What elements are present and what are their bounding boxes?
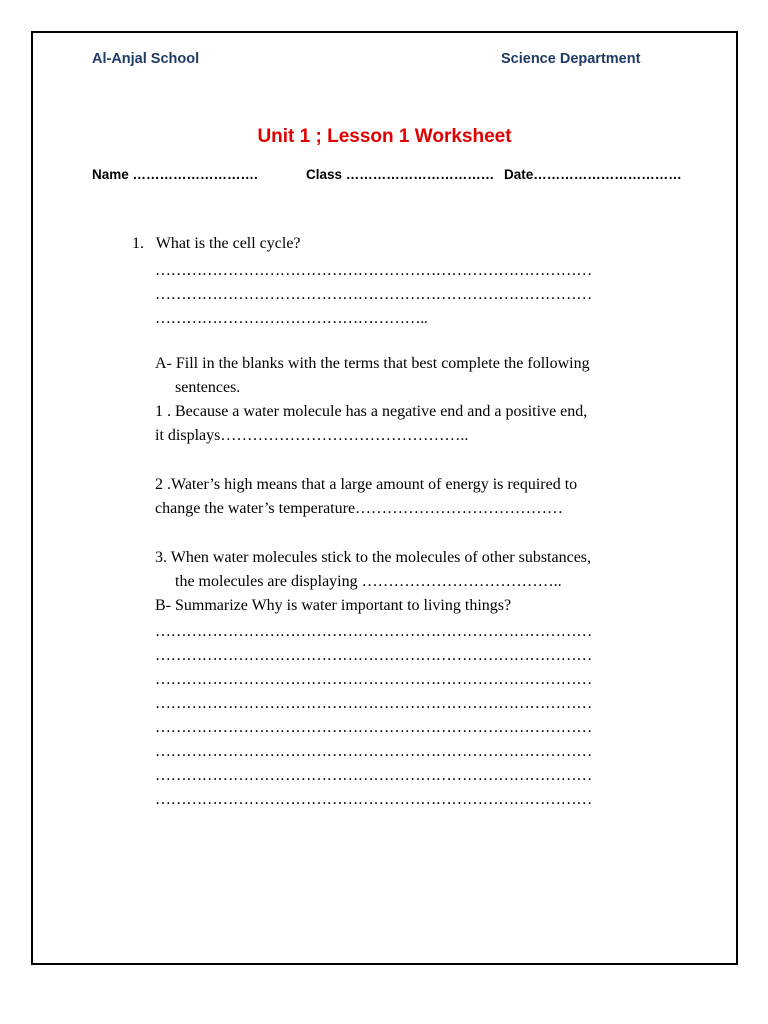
section-b-answer-line: ………………………………………………………………………… [155,671,592,688]
section-a-item-2-cont: change the water’s temperature………………………………… [155,500,564,517]
section-b-answer-line: ………………………………………………………………………… [155,695,592,712]
section-b-answer-line: ………………………………………………………………………… [155,743,592,760]
section-a-item-1-cont: it displays……………………………………….. [155,427,469,444]
section-a-item-3: 3. When water molecules stick to the molecules of other substances, [155,549,592,566]
question-1-text: What is the cell cycle? [155,235,301,252]
school-name: Al-Anjal School [92,51,200,67]
section-a-item-3-cont: the molecules are displaying ……………………………….. [175,573,562,590]
section-a-item-2: 2 .Water’s high means that a large amount of energy is required to [155,476,578,493]
worksheet-title: Unit 1 ; Lesson 1 Worksheet [257,126,512,147]
section-a-heading: A- Fill in the blanks with the terms that best complete the following [155,355,590,372]
section-a-item-1: 1 . Because a water molecule has a negative end and a positive end, [155,403,588,420]
department-name: Science Department [501,51,641,67]
section-b-heading: B- Summarize Why is water important to living things? [155,597,512,614]
section-b-answer-line: ………………………………………………………………………… [155,719,592,736]
question-1-answer-line: ………………………………………………………………………… [155,286,592,303]
section-b-answer-line: ………………………………………………………………………… [155,647,592,664]
name-field: Name ………………………. [92,167,258,182]
question-1-answer-line: ………………………………………………………………………… [155,262,592,279]
section-b-answer-line: ………………………………………………………………………… [155,791,592,808]
section-b-answer-line: ………………………………………………………………………… [155,623,592,640]
question-1 [132,232,301,256]
worksheet-page [31,31,738,965]
section-a-heading-cont: sentences. [175,379,241,396]
question-1-answer-line: …………………………………………….. [155,310,428,327]
question-1-number: 1. [132,235,144,252]
date-field: Date…………………………… [504,167,682,182]
class-field: Class …………………………… [306,167,495,182]
section-b-answer-line: ………………………………………………………………………… [155,767,592,784]
